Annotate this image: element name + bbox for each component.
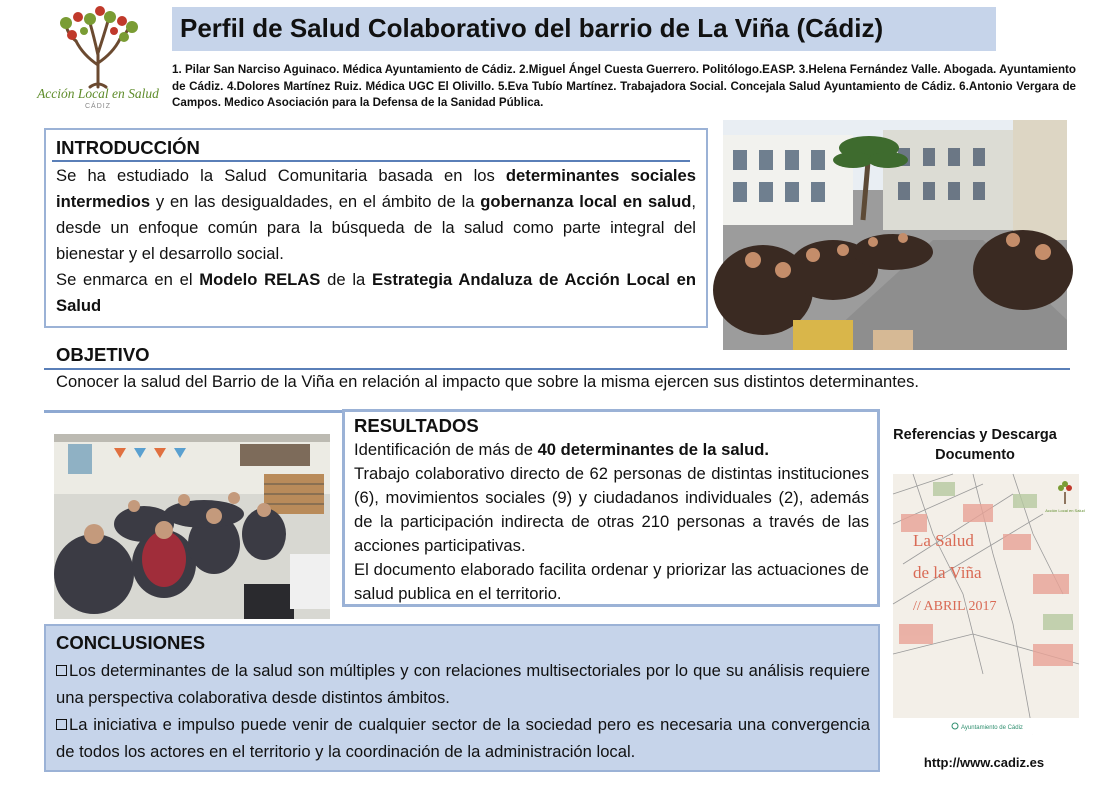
conclusion-item: Los determinantes de la salud son múltiples y con relaciones multisectoriales por lo que su análisis requiere una perspectiva colaborativa desde distintos ámbitos. xyxy=(56,661,870,707)
intro-title: INTRODUCCIÓN xyxy=(56,137,200,158)
meeting-photo xyxy=(54,434,330,619)
street-photo xyxy=(723,120,1067,350)
logo-city: CÁDIZ xyxy=(85,103,111,110)
conclusion-item: La iniciativa e impulso puede venir de cualquier sector de la sociedad pero es necesaria una convergencia de todos los actores en el territorio y la coordinación de la administración local. xyxy=(56,715,870,761)
cover-footer: Ayuntamiento de Cádiz xyxy=(961,725,1023,731)
checkbox-icon xyxy=(56,665,67,676)
conclusions-list xyxy=(56,657,870,765)
intro-paragraph-2: Se enmarca en el Modelo RELAS de la Estrategia Andaluza de Acción Local en Salud xyxy=(56,270,696,315)
results-title: RESULTADOS xyxy=(354,415,479,436)
page-title: Perfil de Salud Colaborativo del barrio de La Viña (Cádiz) xyxy=(180,13,884,43)
document-cover[interactable] xyxy=(893,474,1085,734)
cover-title-line-1: La Salud xyxy=(913,531,974,550)
objective-divider xyxy=(44,368,1070,370)
objective-title: OBJETIVO xyxy=(56,344,150,365)
cover-date: // ABRIL 2017 xyxy=(913,599,997,614)
results-line-3: El documento elaborado facilita ordenar y priorizar las actuaciones de salud publica en el territorio. xyxy=(354,560,869,603)
results-body xyxy=(354,438,869,606)
results-line-2: Trabajo colaborativo directo de 62 personas de distintas instituciones (6), movimientos sociales (9) y ciudadanos individuales (2), además de la participación indirecta de otras 210 personas a través de las acciones participativas. xyxy=(354,464,869,555)
cover-logo-text: Acción Local en Salud xyxy=(1045,508,1085,513)
cover-title-line-2: de la Viña xyxy=(913,563,982,582)
intro-paragraph-1: Se ha estudiado la Salud Comunitaria basada en los determinantes sociales intermedios y en las desigualdades, en el ámbito de la gobernanza local en salud, desde un enfoque común para la búsqueda de la salud como parte integral del bienestar y el desarrollo social. xyxy=(56,166,696,263)
reference-link[interactable]: http://www.cadiz.es xyxy=(923,755,1045,770)
checkbox-icon xyxy=(56,719,67,730)
results-line-1: Identificación de más de 40 determinantes de la salud. xyxy=(354,440,770,459)
intro-divider xyxy=(52,160,690,162)
intro-body xyxy=(56,163,696,319)
logo-name: Acción Local en Salud xyxy=(37,86,159,101)
references-title: Referencias y Descarga Documento xyxy=(893,427,1057,463)
conclusions-title: CONCLUSIONES xyxy=(56,632,206,653)
objective-text: Conocer la salud del Barrio de la Viña en relación al impacto que sobre la misma ejercen sus distintos determinantes. xyxy=(56,372,920,391)
tree-logo-icon xyxy=(28,5,168,90)
authors: 1. Pilar San Narciso Aguinaco. Médica Ayuntamiento de Cádiz. 2.Miguel Ángel Cuesta Guerrero. Politólogo.EASP. 3.Helena Fernández Valle. Abogada. Ayuntamiento de Cádiz. 4.Dolores Martínez Ruiz. Médica UGC El Olivillo. 5.Eva Tubío Martínez. Trabajadora Social. Concejala Salud Ayuntamiento de Cádiz. 6.Antonio Vergara de Campos. Medico Asociación para la Defensa de la Sanidad Pública. xyxy=(172,63,1076,109)
